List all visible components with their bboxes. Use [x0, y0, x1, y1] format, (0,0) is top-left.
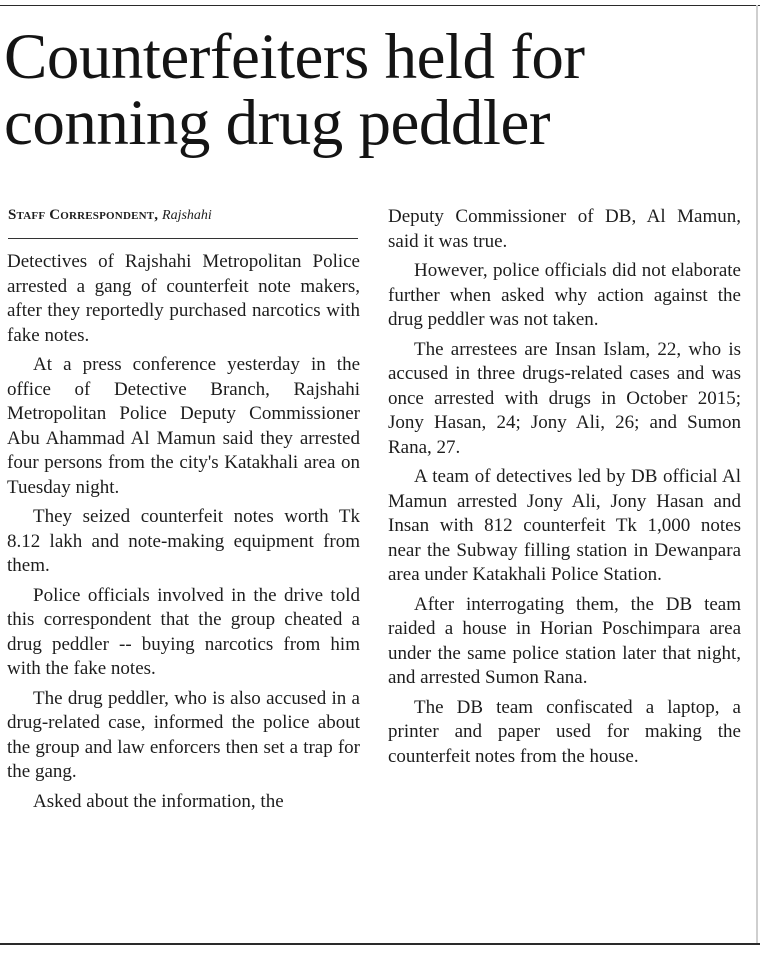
paragraph: After interrogating them, the DB team raided a house in Horian Poschimpara area under the same police station later that night, and arrested Sumon Rana. — [388, 593, 741, 688]
paragraph: Deputy Commissioner of DB, Al Mamun, said it was true. — [388, 206, 741, 252]
paragraph: Detectives of Rajshahi Metropolitan Police arrested a gang of counterfeit note makers, after they reportedly purchased narcotics with fake notes. — [7, 251, 360, 346]
paragraph: The arrestees are Insan Islam, 22, who is accused in three drugs-related cases and was once arrested with drugs in October 2015; Jony Hasan, 24; Jony Ali, 26; and Sumon Rana, 27. — [388, 338, 741, 458]
page-edge — [756, 5, 758, 945]
bottom-rule — [0, 943, 760, 945]
column-1 — [7, 250, 360, 819]
byline — [8, 205, 360, 226]
byline-role: Staff Correspondent, — [8, 207, 159, 223]
byline-rule — [8, 238, 358, 239]
top-rule — [0, 5, 760, 6]
paragraph: However, police officials did not elaborate further when asked why action against the drug peddler was not taken. — [388, 260, 741, 330]
paragraph: Police officials involved in the drive told this correspondent that the group cheated a drug peddler -- buying narcotics from him with the fake notes. — [7, 584, 360, 679]
paragraph: At a press conference yesterday in the office of Detective Branch, Rajshahi Metropolitan Police Deputy Commissioner Abu Ahammad Al Mamun said they arrested four persons from the city's Katakhali area on Tuesday night. — [7, 354, 360, 498]
paragraph: The drug peddler, who is also accused in a drug-related case, informed the police about the group and law enforcers then set a trap for the gang. — [7, 687, 360, 782]
paragraph: They seized counterfeit notes worth Tk 8.12 lakh and note-making equipment from them. — [7, 506, 360, 576]
paragraph: Asked about the information, the — [33, 790, 284, 812]
byline-place: Rajshahi — [162, 208, 212, 223]
paragraph: A team of detectives led by DB official Al Mamun arrested Jony Ali, Jony Hasan and Insan with 812 counterfeit Tk 1,000 notes near the Subway filling station in Dewanpara area under Katakhali Police Station. — [388, 466, 741, 585]
paragraph: The DB team confiscated a laptop, a printer and paper used for making the counterfeit notes from the house. — [388, 696, 741, 767]
headline: Counterfeiters held for conning drug peddler — [4, 21, 585, 159]
column-2 — [388, 205, 741, 774]
